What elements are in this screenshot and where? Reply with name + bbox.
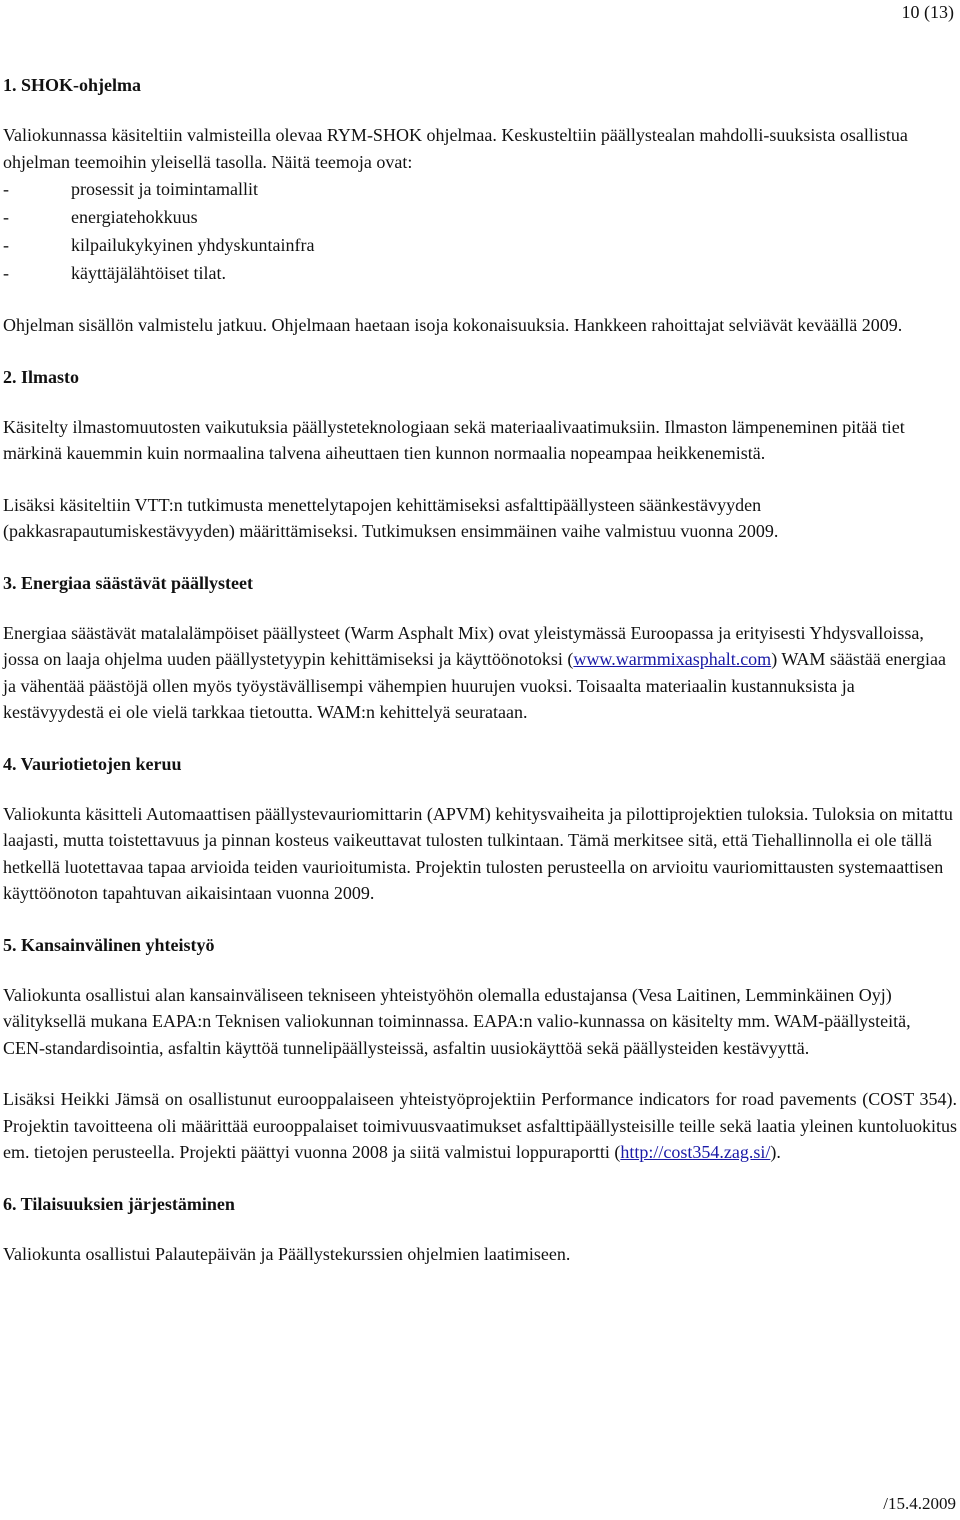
section-5-paragraph-2: Lisäksi Heikki Jämsä on osallistunut eurooppalaiseen yhteistyöprojektiin Performance indicators for road pavements (COST 354). Projektin tavoitteena oli määrittää eurooppalaiset toimivuusvaatimukset asfalttipäällysteisille teille sekä laatia yleinen kuntoluokitus em. tietojen perusteella. Projekti päättyi vuonna 2008 ja siitä valmistui loppuraportti (http://cost354.zag.si/).	[3, 1089, 957, 1162]
section-5-heading: 5. Kansainvälinen yhteistyö	[3, 934, 215, 955]
list-item: - prosessit ja toimintamallit	[3, 179, 258, 199]
list-item: - energiatehokkuus	[3, 207, 198, 227]
page-number: 10 (13)	[901, 2, 954, 22]
list-item: - käyttäjälähtöiset tilat.	[3, 263, 226, 283]
section-4-paragraph-1: Valiokunta käsitteli Automaattisen päällystevauriomittarin (APVM) kehitysvaiheita ja pilottiprojektien tuloksia. Tuloksia on mitattu laajasti, mutta toistettavuus ja pinnan kosteus vaikeuttavat tulosten tulkintaan. Tämä merkitsee sitä, että Tiehallinnolla ei ole tällä hetkellä luotettavaa tapaa arvioida teiden vaurioitumista. Projektin tulosten perusteella on arvioitu vauriomittausten systemaattisen käyttöönoton tapahtuvan aikaisintaan vuonna 2009.	[3, 803, 953, 903]
section-6-heading: 6. Tilaisuuksien järjestäminen	[3, 1193, 235, 1214]
section-2-paragraph-2: Lisäksi käsiteltiin VTT:n tutkimusta menettelytapojen kehittämiseksi asfalttipäällysteen säänkestävyyden (pakkasrapautumiskestävyyden) määrittämiseksi. Tutkimuksen ensimmäinen vaihe valmistuu vuonna 2009.	[3, 494, 779, 541]
section-5-paragraph-1: Valiokunta osallistui alan kansainväliseen tekniseen yhteistyöhön olemalla edustajansa (Vesa Laitinen, Lemminkäinen Oyj) välityksellä mukana EAPA:n Teknisen valiokunnan toiminnassa. EAPA:n valio-kunnassa on käsitelty mm. WAM-päällysteitä, CEN-standardisointia, asfaltin käyttöä tunnelipäällysteissä, asfaltin uusiokäyttöä sekä päällysteiden kestävyyttä.	[3, 984, 911, 1058]
footer-date: /15.4.2009	[883, 1494, 956, 1513]
section-2-paragraph-1: Käsitelty ilmastomuutosten vaikutuksia päällysteteknologiaan sekä materiaalivaatimuksiin. Ilmaston lämpeneminen pitää tiet märkinä kauemmin kuin normaalina talvena aiheuttaen tien kunnon normaalia nopeampaa heikkenemistä.	[3, 416, 905, 463]
section-1-heading: 1. SHOK-ohjelma	[3, 75, 141, 95]
section-1-paragraph-1: Valiokunnassa käsiteltiin valmisteilla olevaa RYM-SHOK ohjelmaa. Keskusteltiin päällystealan mahdolli-suuksista osallistua ohjelman teemoihin yleisellä tasolla. Näitä teemoja ovat:	[3, 125, 908, 172]
section-3-heading: 3. Energiaa säästävät päällysteet	[3, 572, 253, 593]
section-2-heading: 2. Ilmasto	[3, 366, 79, 387]
warmmixasphalt-link[interactable]: www.warmmixasphalt.com	[573, 649, 772, 669]
section-3-paragraph-1: Energiaa säästävät matalalämpöiset päällysteet (Warm Asphalt Mix) ovat yleistymässä Euroopassa ja erityisesti Yhdysvalloissa, jossa on laaja ohjelma uuden päällystetyypin kehittämiseksi ja käyttöönotoksi (www.warmmixasphalt.com) WAM säästää energiaa ja vähentää päästöjä ollen myös työystävällisempi vähempien huurujen vuoksi. Toisaalta materiaalin kustannuksista ja kestävyydestä ei ole vielä tarkkaa tietoutta. WAM:n kehittelyä seurataan.	[3, 622, 946, 722]
list-item: - kilpailukykyinen yhdyskuntainfra	[3, 235, 315, 255]
document-content	[3, 72, 957, 1267]
cost354-link[interactable]: http://cost354.zag.si/	[620, 1142, 771, 1162]
section-4-heading: 4. Vauriotietojen keruu	[3, 753, 182, 774]
section-1-paragraph-2: Ohjelman sisällön valmistelu jatkuu. Ohjelmaan haetaan isoja kokonaisuuksia. Hankkeen rahoittajat selviävät keväällä 2009.	[3, 315, 903, 335]
section-6-paragraph-1: Valiokunta osallistui Palautepäivän ja Päällystekurssien ohjelmien laatimiseen.	[3, 1243, 571, 1264]
theme-list	[3, 175, 957, 287]
